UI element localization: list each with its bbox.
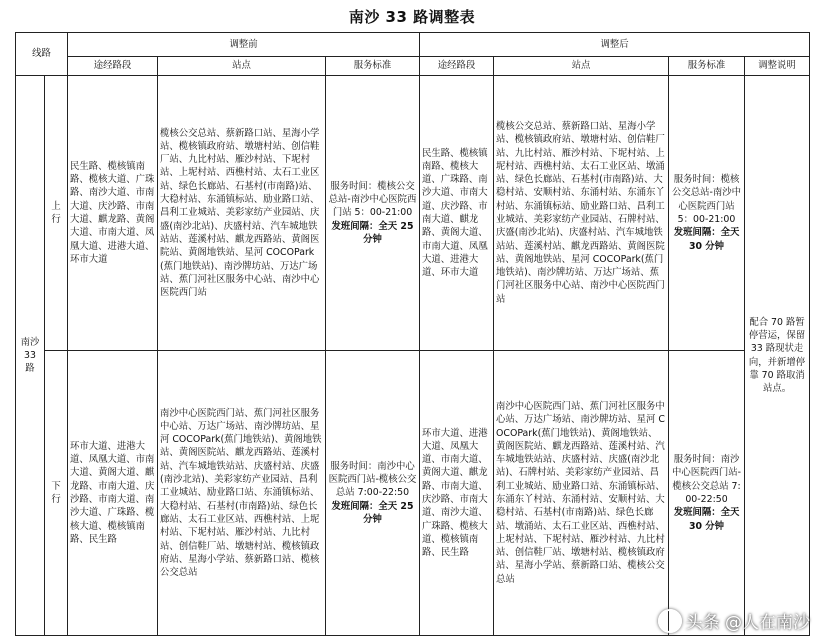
header-note: 调整说明 bbox=[745, 57, 810, 76]
header-before-route: 途经路段 bbox=[68, 57, 158, 76]
header-before: 调整前 bbox=[68, 33, 420, 57]
watermark bbox=[658, 608, 810, 633]
up-before-service bbox=[326, 76, 420, 351]
adjustment-table bbox=[15, 32, 810, 636]
up-after-interval: 发班间隔：全天 30 分钟 bbox=[673, 227, 740, 252]
header-after-stops: 站点 bbox=[494, 57, 669, 76]
header-before-service: 服务标准 bbox=[326, 57, 420, 76]
down-after-service bbox=[669, 351, 745, 636]
up-before-stops: 榄核公交总站、蔡新路口站、星海小学站、榄核镇政府站、墩塘村站、创信鞋厂站、九比村站、雁沙村站、下坭村站、上坭村站、西樵村站、太石工业区站、绿色长廊站、石基村(市南路)站、大稳村站、东涌镇标站、励业路口站、昌利工业城站、美彩家纺产业园站、庆盛(南沙北站)、庆盛村站、汽车城地铁站站、莲溪村站、麒龙西路站、黄阁医院站、黄阁地铁站、星河 COCOPark(蕉门地铁站)、南沙牌坊站、万达广场站、蕉门河社区服务中心站、南沙中心医院西门站 bbox=[158, 76, 326, 351]
down-before-service bbox=[326, 351, 420, 636]
header-after-service: 服务标准 bbox=[669, 57, 745, 76]
down-before-stops: 南沙中心医院西门站、蕉门河社区服务中心站、万达广场站、南沙牌坊站、星河 COCOPark(蕉门地铁站)、黄阁地铁站、黄阁医院站、麒龙西路站、莲溪村站、汽车城地铁站站、庆盛村站、庆盛(南沙北站)、美彩家纺产业园站、昌利工业城站、励业路口站、东涌镇标站、大稳村站、石基村(市南路)站、绿色长廊站、太石工业区站、西樵村站、上坭村站、下坭村站、雁沙村站、九比村站、创信鞋厂站、墩塘村站、榄核镇政府站、星海小学站、蔡新路口站、榄核公交总站 bbox=[158, 351, 326, 636]
up-before-service-time: 服务时间：榄核公交总站-南沙中心医院西门站 5：00-21:00 bbox=[328, 180, 417, 219]
header-line: 线路 bbox=[16, 33, 68, 76]
direction-down-label: 下行 bbox=[45, 351, 68, 636]
up-before-route: 民生路、榄核镇南路、榄核大道、广珠路、南沙大道、市南大道、庆沙路、市南大道、麒龙路、黄阁大道、市南大道、凤凰大道、进港大道、环市大道 bbox=[68, 76, 158, 351]
up-after-service-time: 服务时间：榄核公交总站-南沙中心医院西门站 5：00-21:00 bbox=[672, 174, 742, 225]
up-after-stops: 榄核公交总站、蔡新路口站、星海小学站、榄核镇政府站、墩塘村站、创信鞋厂站、九比村站、雁沙村站、下坭村站、上坭村站、西樵村站、太石工业区站、墩涌站、绿色长廊站、石基村(市南路)站、大稳村站、安顺村站、东涌村站、东涌东丫村站、东涌镇标站、励业路口站、昌利工业城站、美彩家纺产业园站、石牌村站、庆盛(南沙北站)、庆盛村站、汽车城地铁站站、莲溪村站、麒龙西路站、黄阁医院站、黄阁地铁站、星河 COCOPark(蕉门地铁站)、南沙牌坊站、万达广场站、蕉门河社区服务中心站、南沙中心医院西门站 bbox=[494, 76, 669, 351]
watermark-logo-icon bbox=[658, 609, 682, 633]
down-after-service-time: 服务时间：南沙中心医院西门站-榄核公交总站 7:00-22:50 bbox=[672, 454, 742, 505]
up-after-service bbox=[669, 76, 745, 351]
header-before-stops: 站点 bbox=[158, 57, 326, 76]
direction-up-label: 上行 bbox=[45, 76, 68, 351]
adjustment-note: 配合 70 路暂停营运，保留 33 路现状走向，并新增停靠 70 路取消站点。 bbox=[745, 76, 810, 636]
page-title: 南沙 33 路调整表 bbox=[348, 8, 476, 26]
down-before-interval: 发班间隔：全天 25 分钟 bbox=[331, 500, 414, 525]
down-after-interval: 发班间隔：全天 30 分钟 bbox=[673, 507, 740, 532]
up-after-route: 民生路、榄核镇南路、榄核大道、广珠路、南沙大道、市南大道、庆沙路、市南大道、麒龙路、黄阁大道、市南大道、凤凰大道、进港大道、环市大道 bbox=[420, 76, 494, 351]
down-before-service-time: 服务时间：南沙中心医院西门站-榄核公交总站 7:00-22:50 bbox=[328, 460, 417, 499]
down-after-stops: 南沙中心医院西门站、蕉门河社区服务中心站、万达广场站、南沙牌坊站、星河 COCOPark(蕉门地铁站)、黄阁地铁站、黄阁医院站、麒龙西路站、莲溪村站、汽车城地铁站站、庆盛村站、庆盛(南沙北站)、石牌村站、美彩家纺产业园站、昌利工业城站、励业路口站、东涌镇标站、东涌东丫村站、东涌村站、安顺村站、大稳村站、石基村(市南路)站、绿色长廊站、墩涌站、太石工业区站、西樵村站、上坭村站、下坭村站、雁沙村站、九比村站、创信鞋厂站、墩塘村站、榄核镇政府站、星海小学站、蔡新路口站、榄核公交总站 bbox=[494, 351, 669, 636]
watermark-text: 头条 @人在南沙 bbox=[685, 613, 810, 633]
header-after: 调整后 bbox=[420, 33, 810, 57]
down-after-route: 环市大道、进港大道、凤凰大道、市南大道、黄阁大道、麒龙路、市南大道、庆沙路、市南大道、南沙大道、广珠路、榄核大道、榄核镇南路、民生路 bbox=[420, 351, 494, 636]
header-after-route: 途经路段 bbox=[420, 57, 494, 76]
up-before-interval: 发班间隔：全天 25 分钟 bbox=[331, 220, 414, 245]
down-before-route: 环市大道、进港大道、凤凰大道、市南大道、黄阁大道、麒龙路、市南大道、庆沙路、市南大道、南沙大道、广珠路、榄核大道、榄核镇南路、民生路 bbox=[68, 351, 158, 636]
line-name: 南沙 33 路 bbox=[16, 76, 45, 636]
